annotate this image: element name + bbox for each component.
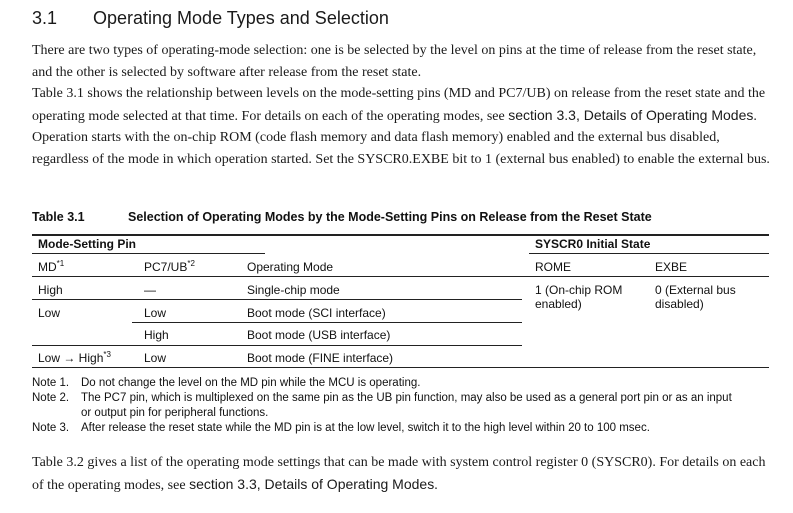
rome-value-line-1: 1 (On-chip ROM: [535, 283, 623, 297]
section-title: Operating Mode Types and Selection: [93, 8, 389, 28]
row-2-md: Low: [38, 306, 61, 320]
pc7-footnote-ref: *2: [187, 259, 195, 268]
operating-mode-table: [32, 234, 769, 368]
md-footnote-ref: *1: [56, 259, 65, 268]
row-3-mode: Boot mode (USB interface): [247, 328, 391, 342]
row-4-mode: Boot mode (FINE interface): [247, 351, 394, 365]
row-1-mode: Single-chip mode: [247, 283, 340, 297]
row-4-md: Low → High$^{*3}$: [38, 350, 111, 365]
pin-group-underline: [32, 253, 265, 254]
md-column-header: MD$^{*1}$: [38, 259, 65, 274]
note-1: [32, 376, 732, 391]
note-1-label: Note 1.: [32, 377, 70, 389]
table-caption-title: Selection of Operating Modes by the Mode-Setting Pins on Release from the Reset State: [128, 210, 652, 224]
syscr-group-underline: [529, 253, 769, 254]
row-1-pc7: —: [144, 283, 156, 297]
closing-paragraph: Table 3.2 gives a list of the operating mode settings that can be made with system control register 0 (SYSCR0). For details on each of the operating modes, see section 3.3, Details of Operating Modes.: [32, 455, 766, 493]
note-2-text-line-2: or output pin for peripheral functions.: [81, 407, 269, 419]
syscr0-initial-state-header: SYSCR0 Initial State: [535, 237, 651, 251]
note-3: [32, 421, 732, 436]
section-3-3-reference-link[interactable]: section 3.3, Details of Operating Modes: [508, 106, 754, 123]
intro-sentence-2: Table 3.1 shows the relationship between levels on the mode-setting pins (MD and PC7/UB) on release from the reset state and the operating mode selected at that time. For details on each of the operating modes, see section 3.3, Details of Operating Modes. Operation starts with the on-chip ROM (code flash memory and data flash memory) enabled and the external bus disabled, regardless of the mode in which operation started. Set the SYSCR0.EXBE bit to 1 (external bus enabled) to enable the external bus.: [32, 86, 770, 167]
section-heading: [32, 8, 389, 29]
table-notes: [32, 376, 732, 436]
row-2-pc7: Low: [144, 306, 167, 320]
row-rule-1: [32, 299, 522, 300]
exbe-value-line-2: disabled): [655, 297, 704, 311]
row-2-mode: Boot mode (SCI interface): [247, 306, 386, 320]
rome-value-line-2: enabled): [535, 297, 582, 311]
mode-setting-pin-header: Mode-Setting Pin: [38, 237, 136, 251]
rome-column-header: ROME: [535, 260, 571, 274]
row-3-pc7: High: [144, 328, 169, 342]
exbe-value-line-1: 0 (External bus: [655, 283, 736, 297]
section-number: 3.1: [32, 8, 58, 28]
md-transition-footnote-ref: *3: [103, 350, 111, 359]
note-2: [32, 391, 732, 421]
note-3-text: After release the reset state while the MD pin is at the low level, switch it to the high level within 20 to 100 msec.: [81, 422, 650, 434]
header-bottom-rule: [32, 276, 769, 277]
exbe-column-header: EXBE: [655, 260, 688, 274]
note-2-label: Note 2.: [32, 392, 70, 404]
note-3-label: Note 3.: [32, 422, 70, 434]
intro-paragraph: [32, 40, 772, 170]
row-1-md: High: [38, 283, 63, 297]
note-1-text: Do not change the level on the MD pin while the MCU is operating.: [81, 377, 421, 389]
table-caption: [32, 210, 652, 224]
row-4-pc7: Low: [144, 351, 167, 365]
note-2-text-line-1: The PC7 pin, which is multiplexed on the same pin as the UB pin function, may also be used as a general port pin or as an input: [81, 392, 732, 404]
table-caption-number: Table 3.1: [32, 210, 85, 224]
row-rule-2: [132, 322, 522, 323]
section-3-3-reference-link-2[interactable]: section 3.3, Details of Operating Modes: [189, 475, 435, 492]
table-bottom-rule: [32, 367, 769, 368]
row-rule-3: [32, 345, 522, 346]
pc7-ub-column-header: PC7/UB$^{*2}$: [144, 259, 195, 274]
intro-sentence-1: There are two types of operating-mode selection: one is be selected by the level on pins at the time of release from the reset state, and the other is selected by software after release from the reset state.: [32, 43, 757, 80]
operating-mode-column-header: Operating Mode: [247, 260, 334, 274]
table-top-rule: [32, 234, 769, 236]
